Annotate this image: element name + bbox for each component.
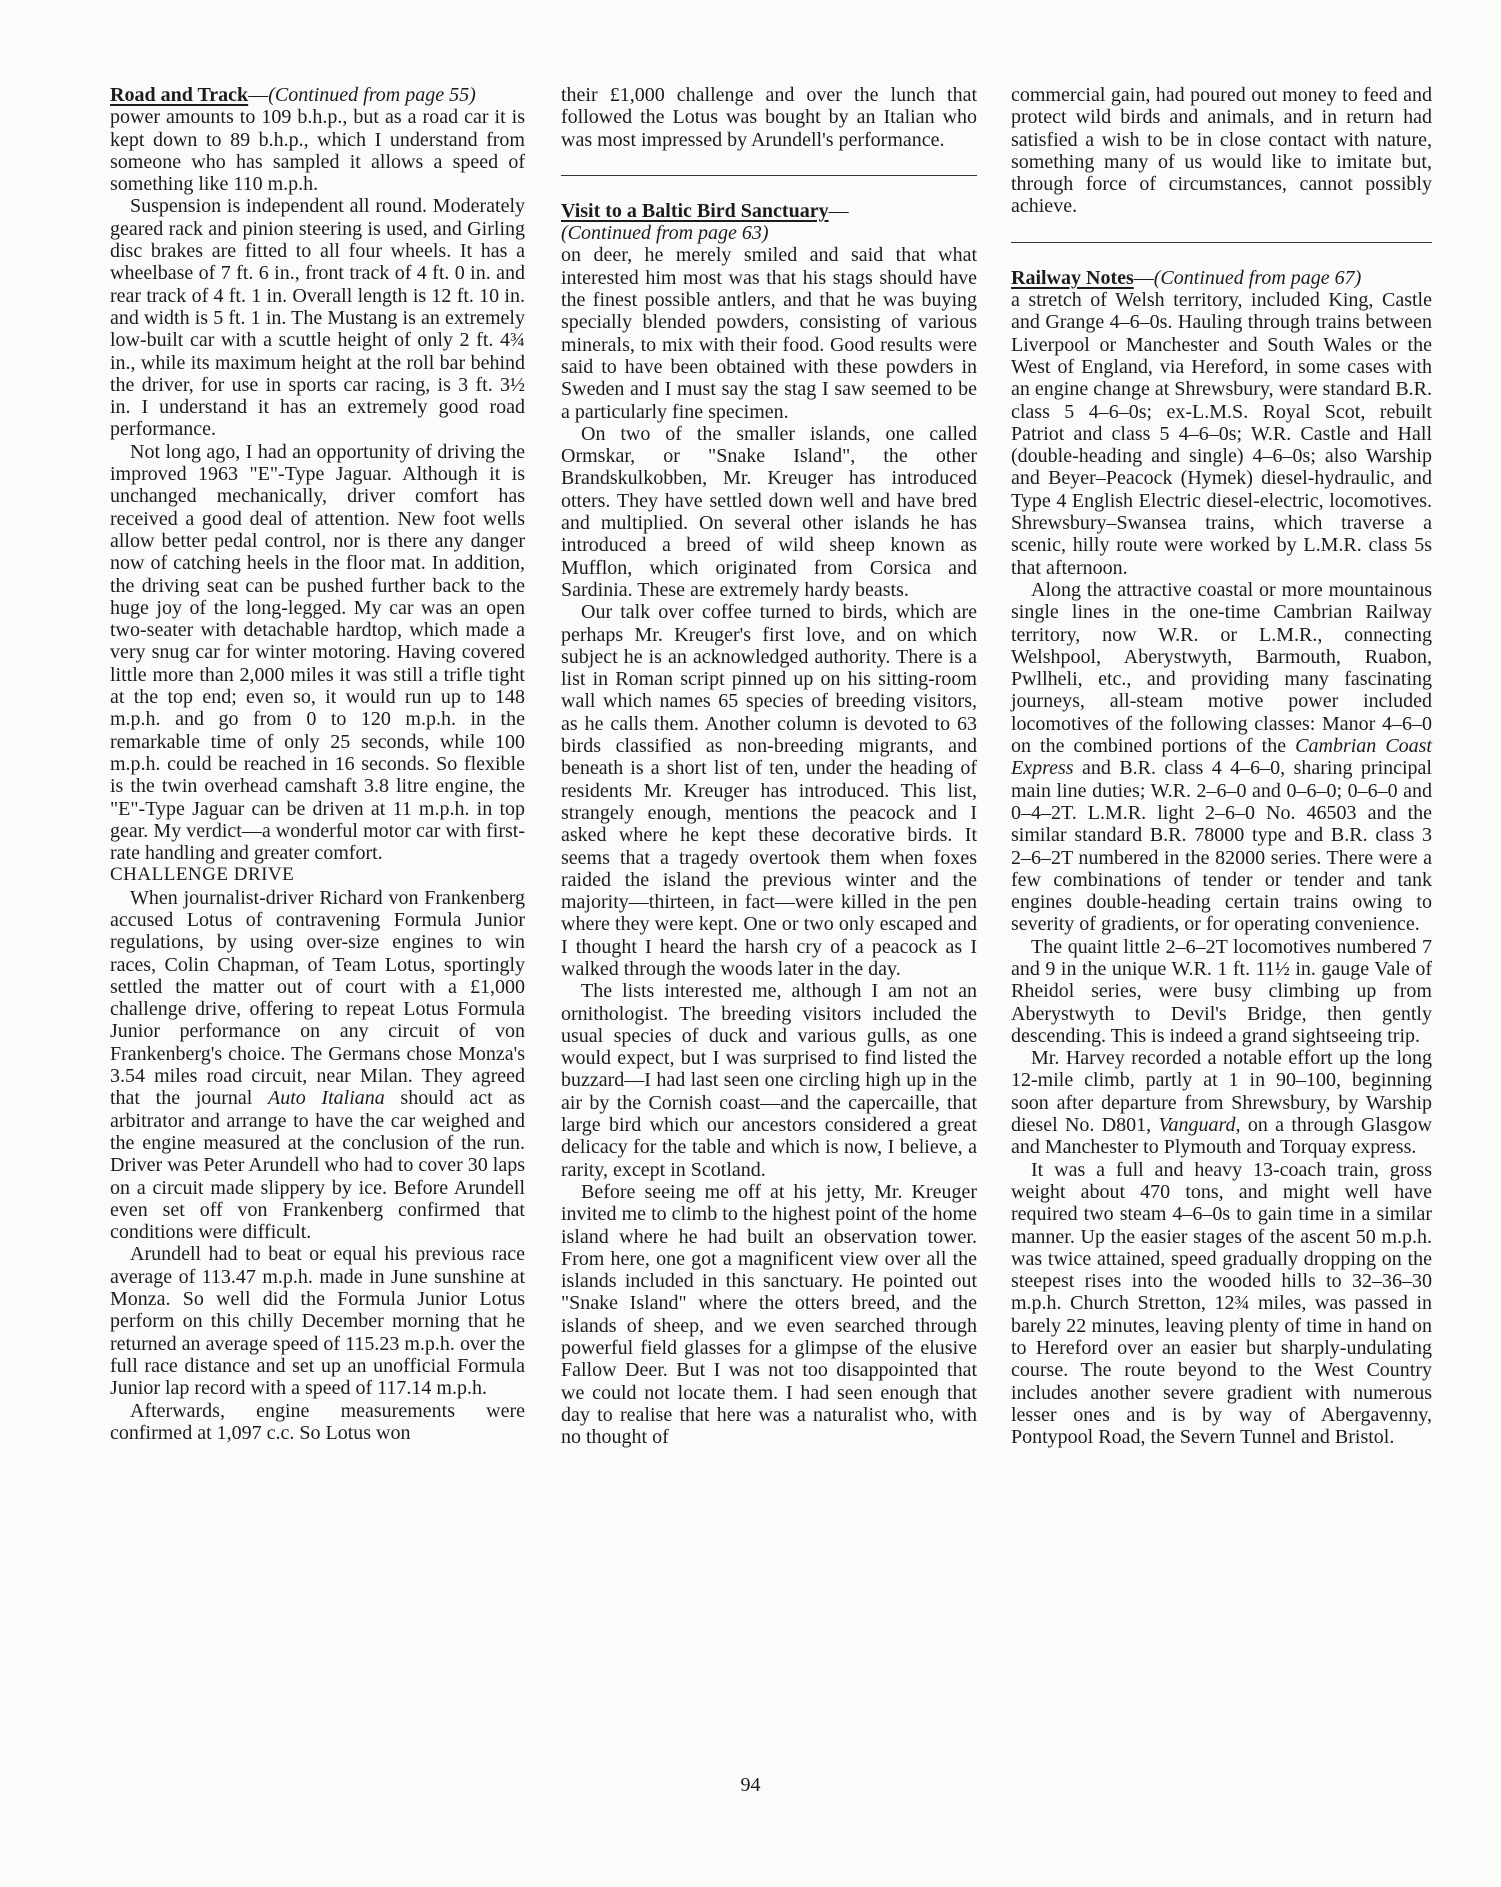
paragraph: a stretch of Welsh territory, included King, Castle and Grange 4–6–0s. Hauling through trains between Liverpool or Manchester and South Wales or the West of England, via Hereford, in some cases with an engine change at Shrewsbury, were standard B.R. class 5 4–6–0s; ex-L.M.S. Royal Scot, rebuilt Patriot and class 5 4–6–0s; W.R. Castle and Hall (double-heading and single) 4–6–0s; also Warship and Beyer–Peacock (Hymek) diesel-hydraulic, and Type 4 English Electric diesel-electric, locomotives. Shrewsbury–Swansea trains, which traverse a scenic, hilly route were worked by L.M.R. class 5s that afternoon. xyxy=(1011,289,1432,579)
section-heading-road-and-track xyxy=(110,84,525,106)
section-heading-railway-notes xyxy=(1011,267,1432,289)
section-divider xyxy=(1011,242,1432,243)
locomotive-name: Vanguard xyxy=(1158,1114,1236,1137)
column-right xyxy=(1011,84,1432,1449)
paragraph: On two of the smaller islands, one called Ormskar, or "Snake Island", the other Brandskulkobben, Mr. Kreuger has introduced otters. They have settled down well and have bred and multiplied. On several other islands he has introduced a breed of wild sheep known as Mufflon, which originated from Corsica and Sardinia. These are extremely hardy beasts. xyxy=(561,422,977,601)
paragraph xyxy=(1011,579,1432,936)
paragraph: It was a full and heavy 13-coach train, gross weight about 470 tons, and might well have required two steam 4–6–0s to gain time in a similar manner. Up the easier stages of the ascent 50 m.p.h. was twice attained, speed gradually dropping on the steepest rises into the wooded hills to 32–36–30 m.p.h. Church Stretton, 12¾ miles, was passed in barely 22 minutes, leaving plenty of time in hand on to Hereford over an easier but sharply-undulating course. The route beyond to the West Country includes another severe gradient with numerous lesser ones and is by way of Abergavenny, Pontypool Road, the Severn Tunnel and Bristol. xyxy=(1011,1158,1432,1449)
paragraph: Arundell had to beat or equal his previous race average of 113.47 m.p.h. made in June sunshine at Monza. So well did the Formula Junior Lotus perform on this chilly December morning that he returned an average speed of 115.23 m.p.h. over the full race distance and set up an unofficial Formula Junior lap record with a speed of 117.14 m.p.h. xyxy=(110,1243,525,1400)
paragraph: power amounts to 109 b.h.p., but as a road car it is kept down to 89 b.h.p., which I understand from someone who has sampled it allows a speed of something like 110 m.p.h. xyxy=(110,106,525,196)
subheading-challenge-drive: CHALLENGE DRIVE xyxy=(110,864,295,886)
paragraph xyxy=(110,887,525,1244)
continued-note: (Continued from page 55) xyxy=(268,84,476,106)
paragraph: Afterwards, engine measurements were confirmed at 1,097 c.c. So Lotus won xyxy=(110,1399,525,1444)
paragraph-text: Mr. Harvey recorded a notable effort up the long 12-mile climb, partly at 1 in 90–100, beginning soon after departure from Shrewsbury, by Warship diesel No. D801, xyxy=(1011,1047,1432,1137)
paragraph: Our talk over coffee turned to birds, which are perhaps Mr. Kreuger's first love, and on which subject he is an acknowledged authority. There is a list in Roman script pinned up on his sitting-room wall which names 65 species of breeding visitors, as he calls them. Another column is devoted to 63 birds classified as non-breeding migrants, and beneath is a short list of ten, under the heading of residents Mr. Kreuger has introduced. This list, strangely enough, mentions the peacock and I asked where he kept these decorative birds. It seems that a tragedy overtook them when foxes raided the island the previous winter and the majority—thirteen, in fact—were killed in the pen where they were kept. One or two only escaped and I thought I heard the harsh cry of a peacock as I walked through the woods later in the day. xyxy=(561,601,977,980)
heading-dash: — xyxy=(248,84,269,106)
paragraph-text: Along the attractive coastal or more mountainous single lines in the one-time Cambrian Railway territory, now W.R. or L.M.R., connecting Welshpool, Aberystwyth, Barmouth, Ruabon, Pwllheli, etc., and providing many fascinating journeys, all-steam motive power included locomotives of the following classes: Manor 4–6–0 on the combined portions of the xyxy=(1011,578,1432,758)
paragraph: The lists interested me, although I am not an ornithologist. The breeding visitors included the usual species of duck and various gulls, as one would expect, but I was surprised to find listed the buzzard—I had last seen one circling high up in the air by the Cornish coast—and the capercaille, that large bird which our ancestors considered a great delicacy for the table and which is now, I believe, a rarity, except in Scotland. xyxy=(561,980,977,1181)
train-name: Cambrian Coast Express xyxy=(1011,735,1432,780)
continued-note: (Continued from page 63) xyxy=(561,222,769,245)
paragraph: their £1,000 challenge and over the lunch that followed the Lotus was bought by an Italian who was most impressed by Arundell's performance. xyxy=(561,84,977,151)
heading-title: Visit to a Baltic Bird Sanctuary xyxy=(561,199,829,222)
paragraph: Before seeing me off at his jetty, Mr. Kreuger invited me to climb to the highest point of the home island where he had built an observation tower. From here, one got a magnificent view over all the islands included in this sanctuary. He pointed out "Snake Island" where the otters breed, and the islands of sheep, and we even searched through powerful field glasses for a glimpse of the elusive Fallow Deer. But I was not too disappointed that we could not locate them. I had seen enough that day to realise that here was a naturalist who, with no thought of xyxy=(561,1180,977,1449)
paragraph: The quaint little 2–6–2T locomotives numbered 7 and 9 in the unique W.R. 1 ft. 11½ in. gauge Vale of Rheidol series, were busy climbing up from Aberystwyth to Devil's Bridge, then gently descending. This is indeed a grand sightseeing trip. xyxy=(1011,935,1432,1047)
column-left xyxy=(110,84,525,1444)
page-number: 94 xyxy=(740,1774,761,1796)
continued-note: (Continued from page 67) xyxy=(1153,266,1362,289)
paragraph: Suspension is independent all round. Moderately geared rack and pinion steering is used, and Girling disc brakes are fitted to all four wheels. It has a wheelbase of 7 ft. 6 in., front track of 4 ft. 0 in. and rear track of 4 ft. 1 in. Overall length is 12 ft. 10 in. and width is 5 ft. 1 in. The Mustang is an extremely low-built car with a scuttle height of only 2 ft. 4¾ in., while its maximum height at the roll bar behind the driver, for use in sports car racing, is 3 ft. 3½ in. I understand it has an extremely good road performance. xyxy=(110,195,525,441)
paragraph-text: should act as arbitrator and arrange to have the car weighed and the engine measured at the conclusion of the run. Driver was Peter Arundell who had to cover 30 laps on a circuit made slippery by ice. Before Arundell even set off von Frankenberg confirmed that conditions were difficult. xyxy=(110,1087,526,1244)
heading-title: Railway Notes xyxy=(1011,266,1134,289)
section-divider xyxy=(561,175,977,176)
heading-dash: — xyxy=(1133,266,1154,289)
heading-title: Road and Track xyxy=(110,84,249,106)
paragraph: commercial gain, had poured out money to feed and protect wild birds and animals, and in return had satisfied a wish to be in close contact with nature, something many of us would like to imitate but, through force of circumstances, cannot possibly achieve. xyxy=(1011,84,1432,218)
heading-dash: — xyxy=(828,199,849,222)
journal-title: Auto Italiana xyxy=(268,1087,385,1110)
paragraph-text: , on a through Glasgow and Manchester to Plymouth and Torquay express. xyxy=(1011,1114,1432,1159)
paragraph-text: and B.R. class 4 4–6–0, sharing principal main line duties; W.R. 2–6–0 and 0–6–0; 0–6–0 and 0–4–2T. L.M.R. light 2–6–0 No. 46503 and the similar standard B.R. 78000 type and B.R. class 3 2–6–2T numbered in the 82000 series. There were a few combinations of tender or tender and tank engines double-heading certain trains owing to severity of gradients, or for operating convenience. xyxy=(1011,757,1432,936)
paragraph xyxy=(1011,1047,1432,1158)
paragraph-text: When journalist-driver Richard von Frankenberg accused Lotus of contravening Formula Junior regulations, by using over-size engines to win races, Colin Chapman, of Team Lotus, sportingly settled the matter out of court with a £1,000 challenge drive, offering to repeat Lotus Formula Junior performance on any circuit of von Frankenberg's choice. The Germans chose Monza's 3.54 miles road circuit, near Milan. They agreed that the journal xyxy=(110,886,525,1110)
column-middle xyxy=(561,84,977,1449)
paragraph: on deer, he merely smiled and said that what interested him most was that his stags should have the finest possible antlers, and that he was buying specially blended powders, consisting of various minerals, to mix with their food. Good results were said to have been obtained with these powders in Sweden and I must say the stag I saw seemed to be a particularly fine specimen. xyxy=(561,244,977,423)
section-heading-baltic-bird-sanctuary xyxy=(561,200,977,222)
paragraph: Not long ago, I had an opportunity of driving the improved 1963 "E"-Type Jaguar. Although it is unchanged mechanically, driver comfort has received a good deal of attention. New foot wells allow better pedal control, nor is there any danger now of catching heels in the floor mat. In addition, the driving seat can be pushed further back to the huge joy of the long-legged. My car was an open two-seater with detachable hardtop, which made a very snug car for winter motoring. Having covered little more than 2,000 miles it was still a trifle tight at the top end; even so, it would run up to 148 m.p.h. and go from 0 to 120 m.p.h. in the remarkable time of only 25 seconds, while 100 m.p.h. could be reached in 16 seconds. So flexible is the twin overhead camshaft 3.8 litre engine, the "E"-Type Jaguar can be driven at 11 m.p.h. in top gear. My verdict—a wonderful motor car with first-rate handling and greater comfort. xyxy=(110,440,525,865)
